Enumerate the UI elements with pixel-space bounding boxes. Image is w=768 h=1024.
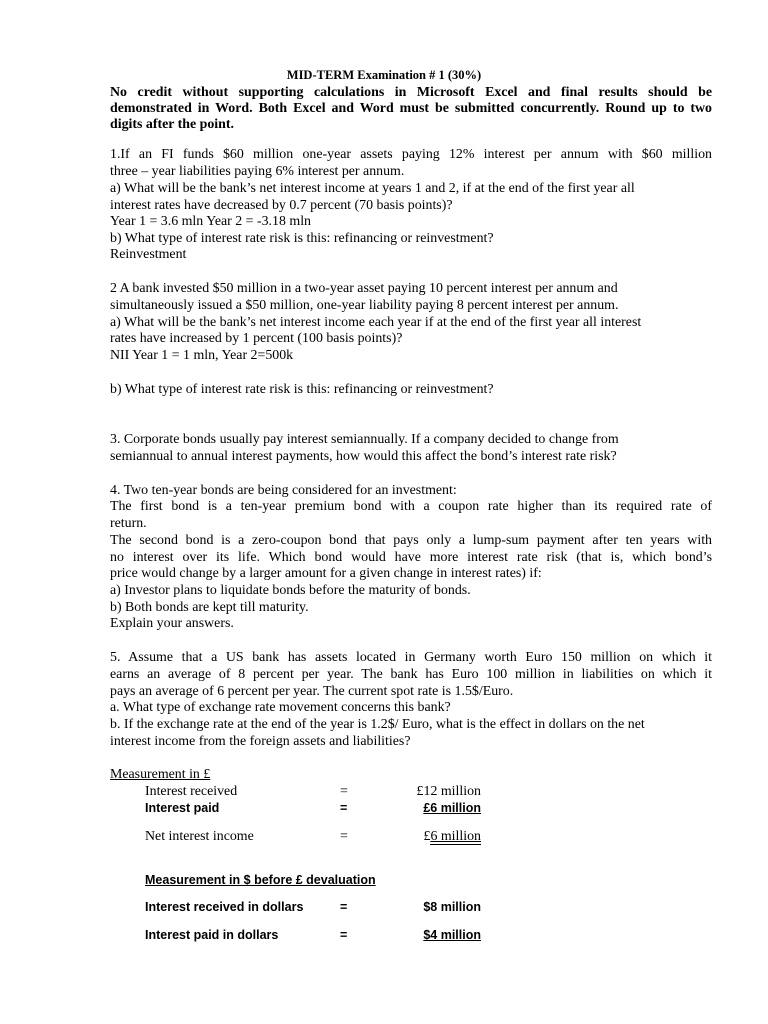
q5-line-5: b. If the exchange rate at the end of the year is 1.2$/ Euro, what is the effect in dollars on the net xyxy=(110,717,645,732)
interest-paid-eq: = xyxy=(340,801,348,815)
q2-line-6: b) What type of interest rate risk is this: refinancing or reinvestment? xyxy=(110,382,494,397)
q4-line-1: 4. Two ten-year bonds are being considered for an investment: xyxy=(110,483,457,498)
q4-line-6: price would change by a larger amount for a given change in interest rates) if: xyxy=(110,566,542,581)
interest-paid-dollars-value: $4 million xyxy=(423,928,481,942)
measure-pound-heading: Measurement in £ xyxy=(110,767,211,782)
net-interest-income-eq: = xyxy=(340,829,348,844)
q4-line-4: The second bond is a zero-coupon bond that pays only a lump-sum payment after ten years with xyxy=(110,533,712,548)
net-interest-income-label: Net interest income xyxy=(145,829,254,844)
interest-paid-dollars-eq: = xyxy=(340,928,348,942)
q2-line-4: rates have increased by 1 percent (100 basis points)? xyxy=(110,331,403,346)
instruction-line-3: digits after the point. xyxy=(110,117,234,132)
interest-received-label: Interest received xyxy=(145,784,238,799)
q5-line-6: interest income from the foreign assets and liabilities? xyxy=(110,734,411,749)
interest-received-value: £12 million xyxy=(416,784,481,799)
q2-line-1: 2 A bank invested $50 million in a two-year asset paying 10 percent interest per annum and xyxy=(110,281,618,296)
q1-line-1: 1.If an FI funds $60 million one-year assets paying 12% interest per annum with $60 million xyxy=(110,147,712,162)
q5-line-1: 5. Assume that a US bank has assets located in Germany worth Euro 150 million on which it xyxy=(110,650,712,665)
q3-line-2: semiannual to annual interest payments, how would this affect the bond’s interest rate risk? xyxy=(110,449,617,464)
q1-line-6: b) What type of interest rate risk is this: refinancing or reinvestment? xyxy=(110,231,494,246)
q5-line-3: pays an average of 6 percent per year. The current spot rate is 1.5$/Euro. xyxy=(110,684,514,699)
instruction-line-1: No credit without supporting calculations in Microsoft Excel and final results should be xyxy=(110,85,712,100)
q4-line-8: b) Both bonds are kept till maturity. xyxy=(110,600,309,615)
exam-title: MID-TERM Examination # 1 (30%) xyxy=(286,68,482,82)
interest-paid-value: £6 million xyxy=(423,801,481,815)
q1-line-2: three – year liabilities paying 6% interest per annum. xyxy=(110,164,405,179)
interest-received-dollars-value: $8 million xyxy=(423,900,481,914)
interest-received-eq: = xyxy=(340,784,348,799)
q3-line-1: 3. Corporate bonds usually pay interest semiannually. If a company decided to change from xyxy=(110,432,619,447)
q5-line-2: earns an average of 8 percent per year. The bank has Euro 100 million in liabilities on which it xyxy=(110,667,712,682)
q4-line-9: Explain your answers. xyxy=(110,616,234,631)
instruction-line-2: demonstrated in Word. Both Excel and Word must be submitted concurrently. Round up to two xyxy=(110,101,712,116)
q1-line-3: a) What will be the bank’s net interest income at years 1 and 2, if at the end of the first year all xyxy=(110,181,635,196)
q2-line-3: a) What will be the bank’s net interest income each year if at the end of the first year all interest xyxy=(110,315,642,330)
q5-line-4: a. What type of exchange rate movement concerns this bank? xyxy=(110,700,451,715)
q1-answer-b: Reinvestment xyxy=(110,247,187,262)
q4-line-5: no interest over its life. Which bond would have more interest rate risk (that is, which bond’s xyxy=(110,550,712,565)
q2-line-2: simultaneously issued a $50 million, one-year liability paying 8 percent interest per annum. xyxy=(110,298,619,313)
interest-received-dollars-eq: = xyxy=(340,900,348,914)
interest-received-dollars-label: Interest received in dollars xyxy=(145,900,304,914)
q1-answer-a: Year 1 = 3.6 mln Year 2 = -3.18 mln xyxy=(110,214,312,229)
interest-paid-label: Interest paid xyxy=(145,801,220,815)
net-interest-income-value: £6 million xyxy=(423,829,481,844)
measure-dollar-heading: Measurement in $ before £ devaluation xyxy=(145,873,376,887)
interest-paid-dollars-label: Interest paid in dollars xyxy=(145,928,279,942)
q4-line-3: return. xyxy=(110,516,147,531)
q1-line-4: interest rates have decreased by 0.7 percent (70 basis points)? xyxy=(110,198,453,213)
q2-answer-a: NII Year 1 = 1 mln, Year 2=500k xyxy=(110,348,294,363)
q4-line-7: a) Investor plans to liquidate bonds before the maturity of bonds. xyxy=(110,583,471,598)
q4-line-2: The first bond is a ten-year premium bond with a coupon rate higher than its required rate of xyxy=(110,499,712,514)
